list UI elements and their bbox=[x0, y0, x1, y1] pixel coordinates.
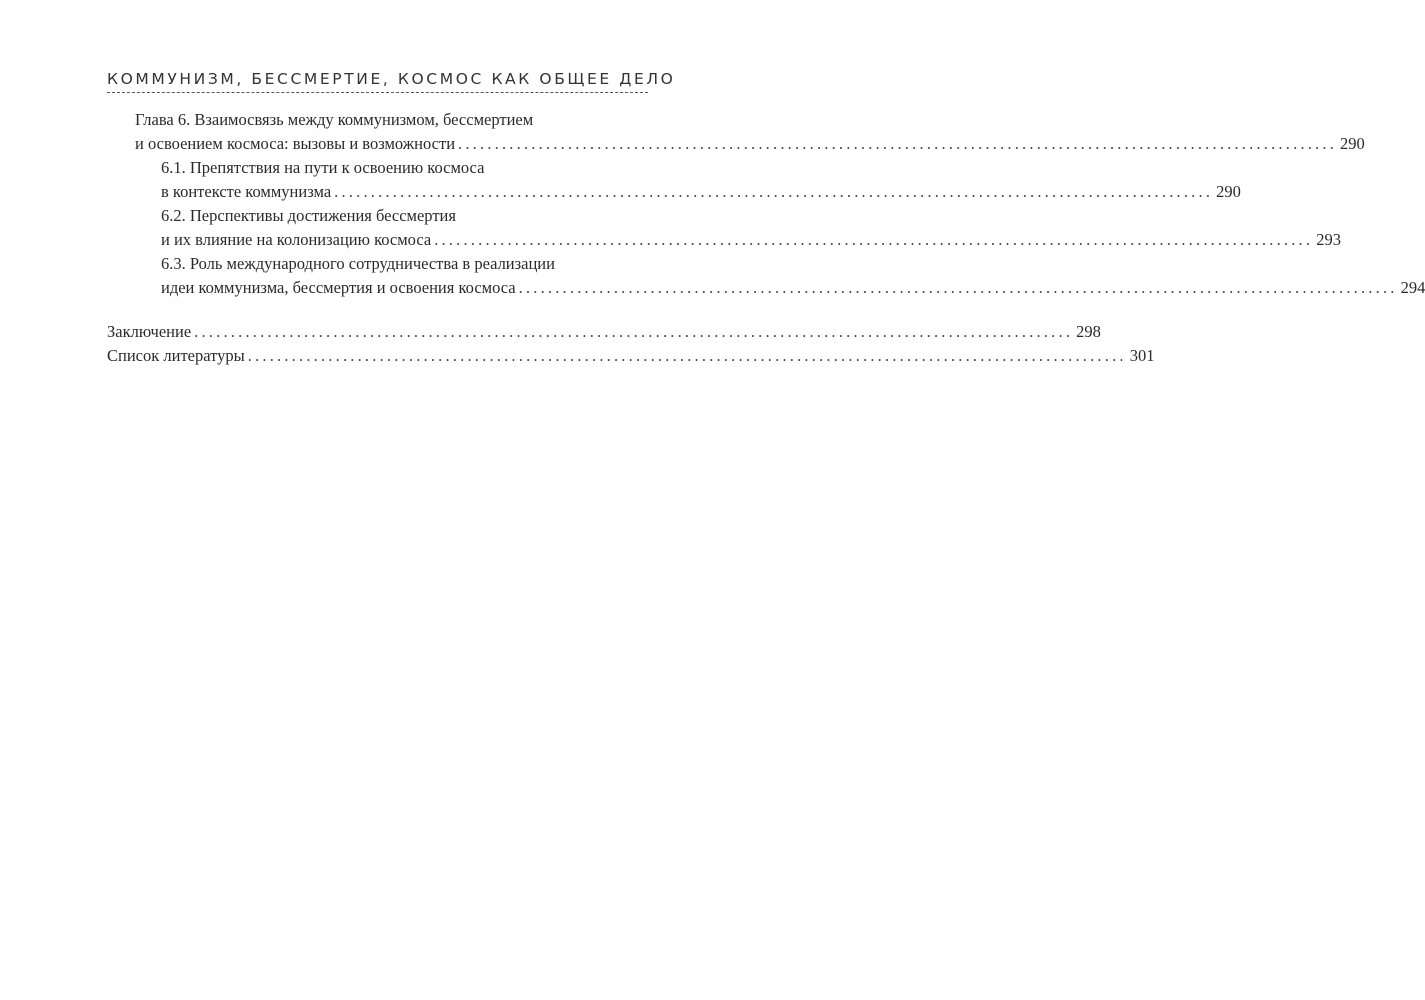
toc-chapter6-title-part2: и освоением космоса: вызовы и возможности bbox=[135, 134, 456, 153]
toc-conclusion bbox=[107, 320, 1101, 344]
toc-section61-line2 bbox=[107, 180, 1241, 204]
toc-spacer bbox=[107, 300, 637, 320]
toc-leader-dots: ........................................................................................................................ bbox=[247, 346, 1127, 365]
toc-section62-line1 bbox=[107, 204, 637, 228]
toc-bibliography-page: 301 bbox=[1129, 346, 1155, 365]
toc-leader-dots: ........................................................................................................................ bbox=[518, 278, 1398, 297]
toc-leader-dots: ........................................................................................................................ bbox=[334, 182, 1214, 201]
toc-chapter6-page: 290 bbox=[1340, 134, 1365, 153]
toc-section62-title-part1: 6.2. Перспективы достижения бессмертия bbox=[161, 206, 456, 225]
running-head-text: КОММУНИЗМ, БЕССМЕРТИЕ, КОСМОС КАК ОБЩЕЕ ДЕЛО bbox=[107, 70, 676, 88]
toc-bibliography bbox=[107, 344, 1155, 368]
toc-leader-dots: ........................................................................................................................ bbox=[458, 134, 1338, 153]
toc-section63-title-part1: 6.3. Роль международного сотрудничества в реализации bbox=[161, 254, 555, 273]
toc-section61-page: 290 bbox=[1216, 182, 1241, 201]
toc-section62-title-part2: и их влияние на колонизацию космоса bbox=[161, 230, 432, 249]
toc-section62-line2 bbox=[107, 228, 1341, 252]
toc-section63-line1 bbox=[107, 252, 637, 276]
table-of-contents bbox=[107, 108, 1425, 368]
toc-section63-title-part2: идеи коммунизма, бессмертия и освоения космоса bbox=[161, 278, 516, 297]
toc-section62-page: 293 bbox=[1316, 230, 1341, 249]
toc-section63-page: 294 bbox=[1400, 278, 1425, 297]
toc-leader-dots: ........................................................................................................................ bbox=[434, 230, 1314, 249]
toc-chapter6-line2 bbox=[107, 132, 1365, 156]
running-head bbox=[107, 68, 676, 93]
toc-section61-line1 bbox=[107, 156, 637, 180]
toc-bibliography-title: Список литературы bbox=[107, 346, 245, 365]
toc-chapter6-title-part1: Глава 6. Взаимосвязь между коммунизмом, бессмертием bbox=[135, 110, 534, 129]
toc-conclusion-title: Заключение bbox=[107, 322, 192, 341]
toc-chapter6-line1 bbox=[107, 108, 637, 132]
toc-section61-title-part1: 6.1. Препятствия на пути к освоению космоса bbox=[161, 158, 485, 177]
toc-leader-dots: ........................................................................................................................ bbox=[194, 322, 1074, 341]
toc-section61-title-part2: в контексте коммунизма bbox=[161, 182, 332, 201]
toc-section63-line2 bbox=[107, 276, 1425, 300]
toc-conclusion-page: 298 bbox=[1076, 322, 1101, 341]
